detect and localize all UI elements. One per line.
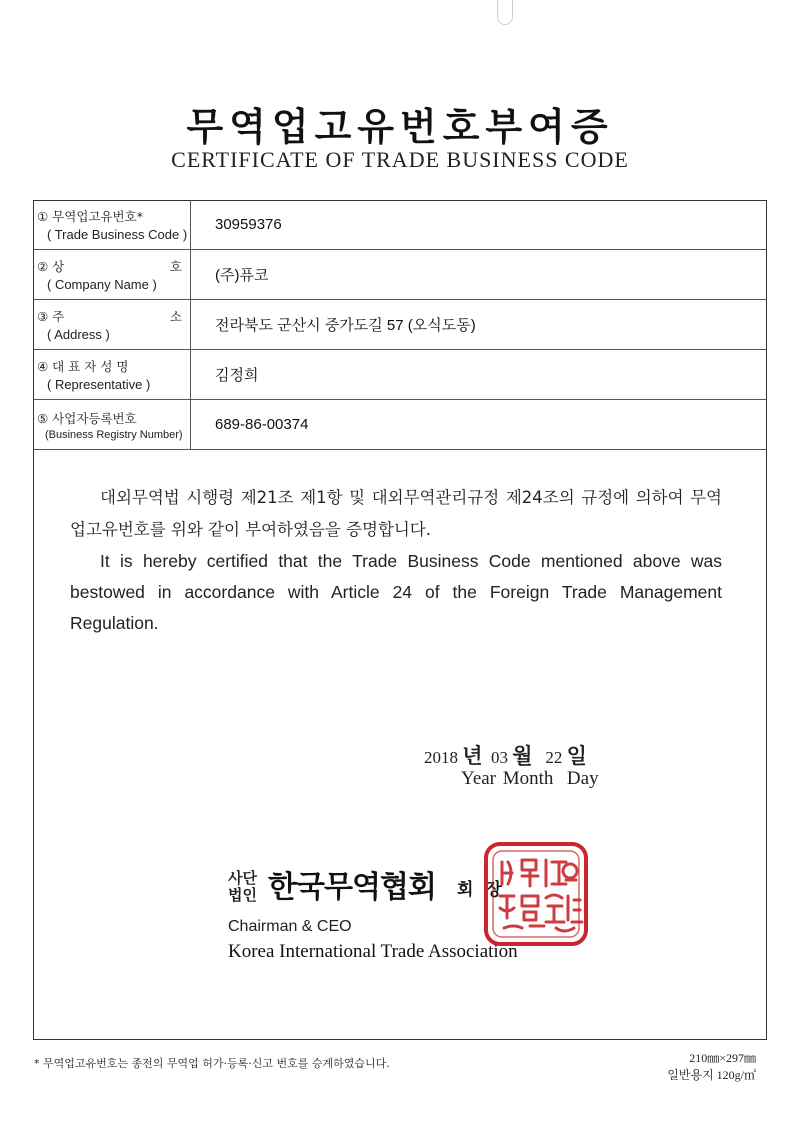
field-label-en: (Business Registry Number) bbox=[45, 428, 183, 441]
date-year: 2018 bbox=[424, 748, 458, 767]
date-month-unit: 월 bbox=[512, 744, 533, 768]
certificate-title-english: CERTIFICATE OF TRADE BUSINESS CODE bbox=[171, 147, 629, 172]
issuer-prefix: 사단 법인 bbox=[228, 869, 257, 904]
statement-korean: 대외무역법 시행령 제21조 제1항 및 대외무역관리규정 제24조의 규정에 의하여 무역업고유번호를 위와 같이 부여하였음을 증명합니다. bbox=[70, 488, 722, 539]
paper-type: 일반용지 120g/㎡ bbox=[667, 1068, 756, 1082]
field-row-trade-code bbox=[33, 200, 767, 250]
info-table bbox=[33, 200, 767, 450]
field-value-business-registry: 689-86-00374 bbox=[191, 400, 768, 450]
field-value-address: 전라북도 군산시 중가도길 57 (오식도동) bbox=[191, 300, 768, 350]
field-label-ko: ③ 주 소 bbox=[37, 309, 182, 324]
field-label-en: ( Representative ) bbox=[47, 377, 151, 392]
issuer-name-english: Korea International Trade Association bbox=[228, 941, 518, 962]
field-value-company-name: (주)퓨코 bbox=[191, 250, 768, 300]
official-seal-icon bbox=[482, 840, 590, 948]
field-row-representative bbox=[33, 350, 767, 400]
paper-size: 210㎜×297㎜ bbox=[689, 1051, 756, 1065]
issuer-title-english: Chairman & CEO bbox=[228, 918, 352, 935]
issue-date-english-labels: Year Month Day bbox=[461, 768, 599, 789]
field-label-ko: ① 무역업고유번호* bbox=[37, 209, 143, 224]
field-label-en: ( Company Name ) bbox=[47, 277, 157, 292]
field-value-trade-code: 30959376 bbox=[191, 200, 768, 250]
issuer-name-korean: 한국무역협회 bbox=[268, 870, 436, 905]
issue-date bbox=[424, 740, 587, 770]
footnote: * 무역업고유번호는 종전의 무역업 허가·등록·신고 번호를 승계하였습니다. bbox=[34, 1057, 390, 1070]
date-month: 03 bbox=[491, 748, 509, 767]
field-label-en: ( Trade Business Code ) bbox=[47, 227, 188, 242]
field-label-ko: ⑤ 사업자등록번호 bbox=[37, 410, 137, 426]
date-day: 22 bbox=[545, 748, 563, 767]
field-label-ko: ④ 대 표 자 성 명 bbox=[37, 359, 129, 374]
statement-english: It is hereby certified that the Trade Business Code mentioned above was bestowed in accordance with Article 24 of the Foreign Trade Management Regulation. bbox=[70, 551, 722, 633]
field-value-representative: 김정희 bbox=[191, 350, 768, 400]
certificate-title-korean: 무역업고유번호부여증 bbox=[186, 104, 614, 149]
field-row-business-registry bbox=[33, 400, 767, 450]
date-year-unit: 년 bbox=[462, 744, 483, 768]
issuer-title-korean: 회장 bbox=[457, 880, 514, 900]
field-label-ko: ② 상 호 bbox=[37, 259, 182, 274]
date-day-unit: 일 bbox=[566, 744, 587, 768]
punch-hole bbox=[497, 0, 513, 25]
paper-spec bbox=[667, 1050, 756, 1084]
field-label-en: ( Address ) bbox=[47, 327, 110, 342]
field-row-company-name bbox=[33, 250, 767, 300]
field-row-address bbox=[33, 300, 767, 350]
